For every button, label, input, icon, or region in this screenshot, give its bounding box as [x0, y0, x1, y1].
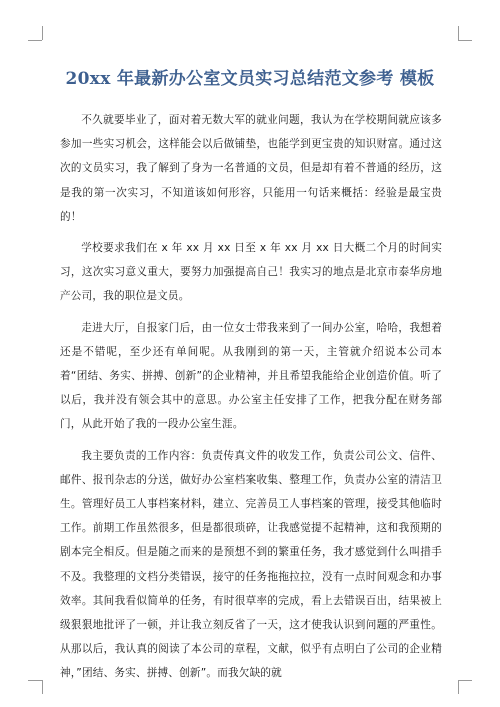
crop-mark-top-left-h	[28, 40, 42, 41]
paragraph: 不久就要毕业了，面对着无数大军的就业问题，我认为在学校期间就应该多参加一些实习机会，这样能会以后做铺垫，也能学到更宝贵的知识财富。通过这次的文员实习，我了解到了身为一名普通的文员，但是却有着不普通的经历，这是我的第一次实习，不知道该如何形容，只能用一句话来概括：经验是最宝贵的！	[60, 114, 442, 223]
paragraph: 我主要负责的工作内容：负责传真文件的收发工作，负责公司公文、信件、邮件、报刊杂志的分送，做好办公室档案收集、整理工作，负责办公室的清洁卫生。管理好员工人事档案材料，建立、完善员工人事档案的管理，接受其他临时工作。前期工作虽然很多，但是都很琐碎，让我感觉提不起精神，这和我预期的剧本完全相反。但是随之而来的是预想不到的繁重任务，我才感觉到什么叫措手不及。我整理的文档分类错误，接守的任务拖拖拉拉，没有一点时间观念和办事效率。其间我看似简单的任务，有时很草率的完成，看上去错误百出，结果被上级狠狠地批评了一顿，并让我立刻反省了一天，这才使我认识到问题的严重性。从那以后，我认真的阅读了本公司的章程，文献，似乎有点明白了公司的企业精神，”团结、务实、拼搏、创新”。而我欠缺的就	[60, 449, 442, 680]
crop-mark-bottom-left-h	[28, 680, 42, 681]
crop-mark-bottom-left-v	[42, 680, 43, 694]
crop-mark-top-right-v	[458, 26, 459, 40]
document-title: 20xx 年最新办公室文员实习总结范文参考 模板	[65, 69, 435, 89]
paragraph: 走进大厅，自报家门后，由一位女士带我来到了一间办公室，哈哈，我想着还是不错呢，至少还有单间呢。从我刚到的第一天，主管就介绍说本公司本着“团结、务实、拼搏、创新”的企业精神，并且希望我能给企业创造价值。听了以后，我并没有领会其中的意思。办公室主任安排了工作，把我分配在财务部门，从此开始了我的一段办公室生涯。	[60, 321, 442, 431]
crop-mark-bottom-right-h	[458, 680, 472, 681]
crop-mark-bottom-right-v	[458, 680, 459, 694]
crop-mark-top-left-v	[42, 26, 43, 40]
document-body	[60, 108, 442, 693]
crop-mark-top-right-h	[458, 40, 472, 41]
paragraph: 学校要求我们在 x 年 xx 月 xx 日至 x 年 xx 月 xx 日大概二个月的时间实习，这次实习意义重大，要努力加强提高自己！我实习的地点是北京市泰华房地产公司，我的职位是文员。	[60, 242, 442, 303]
